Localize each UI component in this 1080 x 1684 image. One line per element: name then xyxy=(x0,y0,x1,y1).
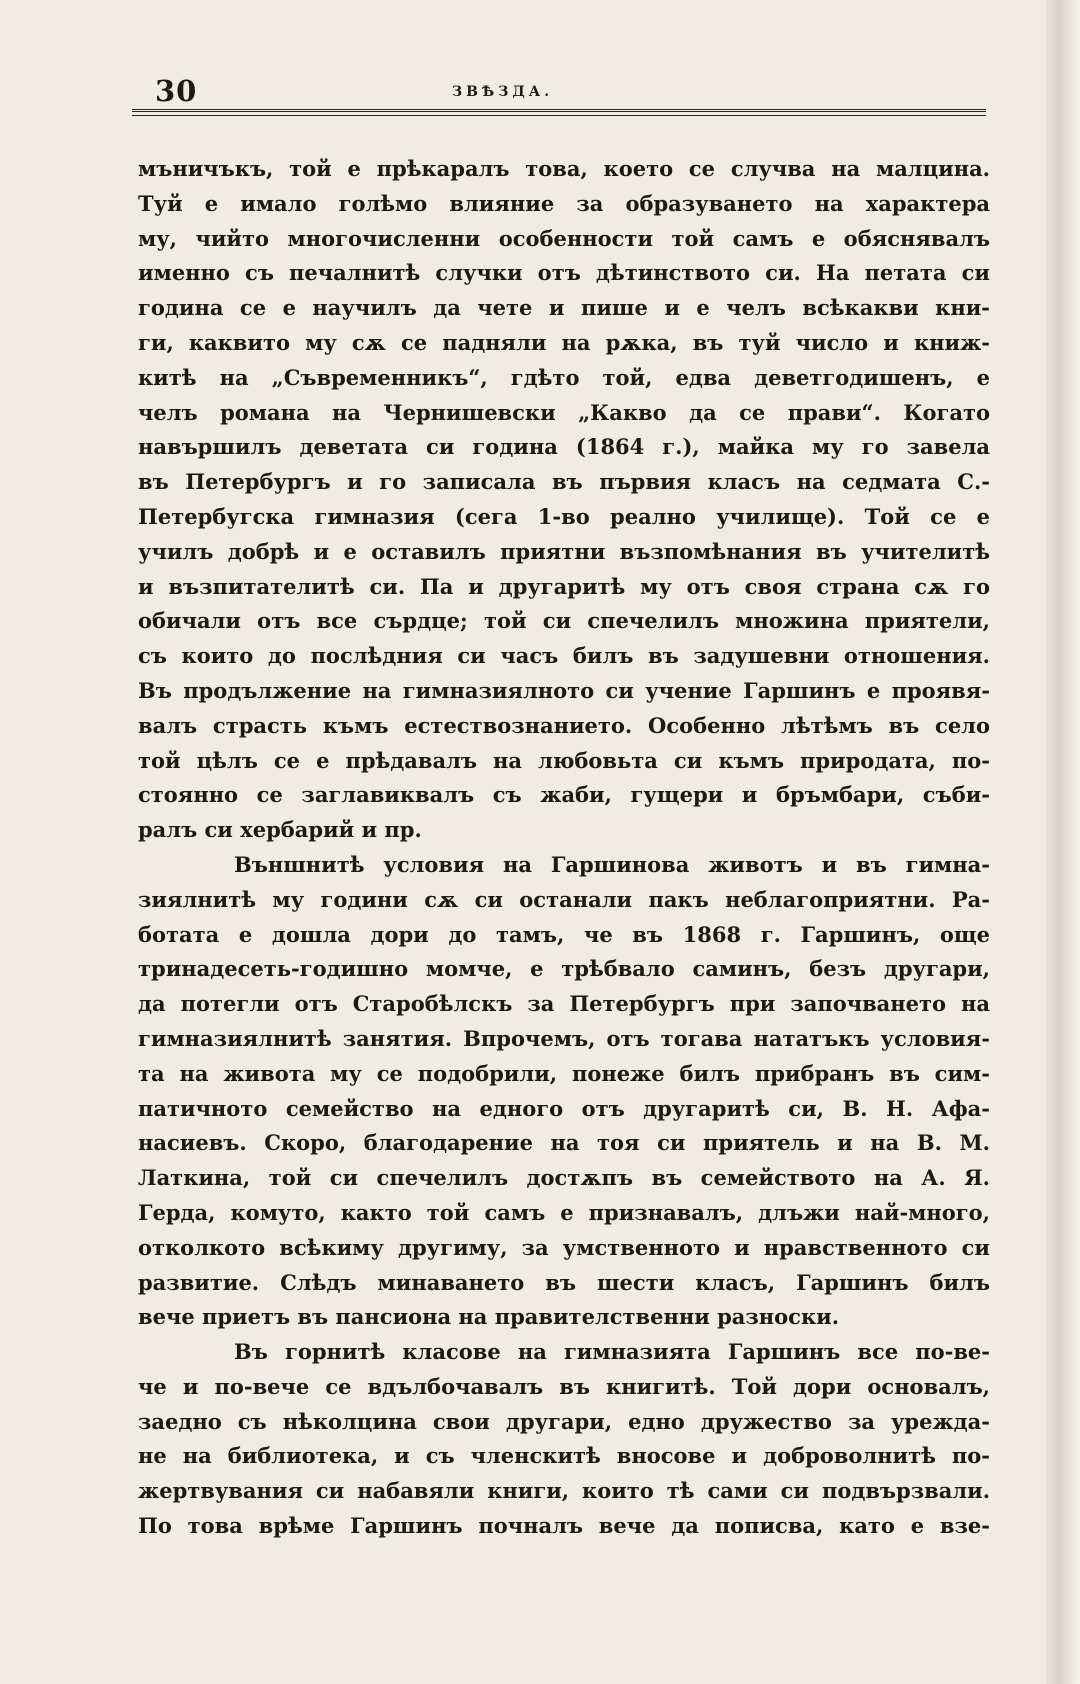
text-line: ги, каквито му сѫ се падняли на рѫка, въ туй число и книж- xyxy=(138,329,990,355)
text-line: Външнитѣ условия на Гаршинова животъ и въ гимна- xyxy=(234,851,990,877)
text-line: патичното семейство на едного отъ другаритѣ си, В. Н. Афа- xyxy=(138,1095,990,1121)
text-line: че и по-вече се вдълбочавалъ въ книгитѣ. Той дори основалъ, xyxy=(138,1373,990,1399)
text-line: му, чийто многочисленни особенности той самъ е обяснявалъ xyxy=(138,225,990,251)
text-line: Въ продължение на гимназиялното си учение Гаршинъ е проявя- xyxy=(138,677,990,703)
page-edge-shadow xyxy=(1046,0,1080,1684)
text-line: именно съ печалнитѣ случки отъ дѣтинството си. На петата си xyxy=(138,260,990,286)
text-line: насиевъ. Скоро, благодарение на тоя си приятель и на В. М. xyxy=(138,1130,990,1156)
text-line: Латкина, той си спечелилъ достѫпъ въ семейството на А. Я. xyxy=(138,1165,990,1191)
text-line: ралъ си хербарий и пр. xyxy=(138,817,422,843)
text-line: По това врѣме Гаршинъ почналъ вече да пописва, като е взе- xyxy=(138,1513,990,1539)
body-text xyxy=(138,152,990,1544)
text-line: навършилъ деветата си година (1864 г.), майка му го завела xyxy=(138,434,990,460)
text-line: вече приетъ въ пансиона на правителственни разноски. xyxy=(138,1304,840,1330)
text-line: валъ страсть къмъ естествознанието. Особенно лѣтѣмъ въ село xyxy=(138,712,990,738)
text-line: стоянно се заглавиквалъ съ жаби, гущери и бръмбари, съби- xyxy=(138,782,990,808)
text-line: заедно съ нѣколцина свои другари, едно дружество за урежда- xyxy=(138,1408,990,1434)
text-line: не на библиотека, и съ членскитѣ вносове и доброволнитѣ по- xyxy=(138,1443,990,1469)
text-line: да потегли отъ Старобѣлскъ за Петербургъ при започването на xyxy=(138,991,990,1017)
text-line: жертвувания си набавяли книги, които тѣ сами си подвързвали. xyxy=(138,1478,990,1504)
text-line: отколкото всѣкиму другиму, за умственното и нравственното си xyxy=(138,1234,990,1260)
text-line: Въ горнитѣ класове на гимназията Гаршинъ все по-ве- xyxy=(234,1339,990,1365)
text-line: съ които до послѣдния си часъ билъ въ задушевни отношения. xyxy=(138,643,990,669)
text-line: училъ добрѣ и е оставилъ приятни възпомѣнания въ учителитѣ xyxy=(138,538,990,564)
text-line: зиялнитѣ му години сѫ си останали пакъ неблагоприятни. Ра- xyxy=(138,886,990,912)
text-line: Герда, комуто, както той самъ е признавалъ, длъжи най-много, xyxy=(138,1199,990,1225)
text-line: обичали отъ все сърдце; той си спечелилъ множина приятели, xyxy=(138,608,990,634)
text-line: той цѣлъ се е прѣдавалъ на любовьта си къмъ природата, по- xyxy=(138,747,990,773)
text-line: челъ романа на Чернишевски „Какво да се прави“. Когато xyxy=(138,399,990,425)
header-rule xyxy=(132,109,986,116)
text-line: тринадесеть-годишно момче, е трѣбвало саминъ, безъ другари, xyxy=(138,956,990,982)
text-line: мъничъкъ, той е прѣкаралъ това, което се случва на малцина. xyxy=(138,156,990,181)
text-line: китѣ на „Съвременникъ“, гдѣто той, едва деветгодишенъ, е xyxy=(138,364,990,390)
page-number: 30 xyxy=(155,74,198,108)
text-line: Петербугска гимназия (сега 1-во реално училище). Той се е xyxy=(138,503,990,529)
text-line: Туй е имало голѣмо влияние за образуването на характера xyxy=(138,190,990,216)
running-title: ЗВѢЗДА. xyxy=(452,84,554,100)
text-line: та на живота му се подобрили, понеже билъ прибранъ въ сим- xyxy=(138,1060,990,1086)
text-line: ботата е дошла дори до тамъ, че въ 1868 г. Гаршинъ, още xyxy=(138,921,990,947)
text-line: и възпитателитѣ си. Па и другаритѣ му отъ своя страна сѫ го xyxy=(138,573,990,599)
text-line: година се е научилъ да чете и пише и е челъ всѣкакви кни- xyxy=(138,295,990,321)
text-line: развитие. Слѣдъ минаването въ шести класъ, Гаршинъ билъ xyxy=(138,1269,990,1295)
text-line: гимназиялнитѣ занятия. Впрочемъ, отъ тогава нататъкъ условия- xyxy=(138,1025,990,1051)
text-line: въ Петербургъ и го записала въ първия класъ на седмата С.- xyxy=(138,469,990,495)
